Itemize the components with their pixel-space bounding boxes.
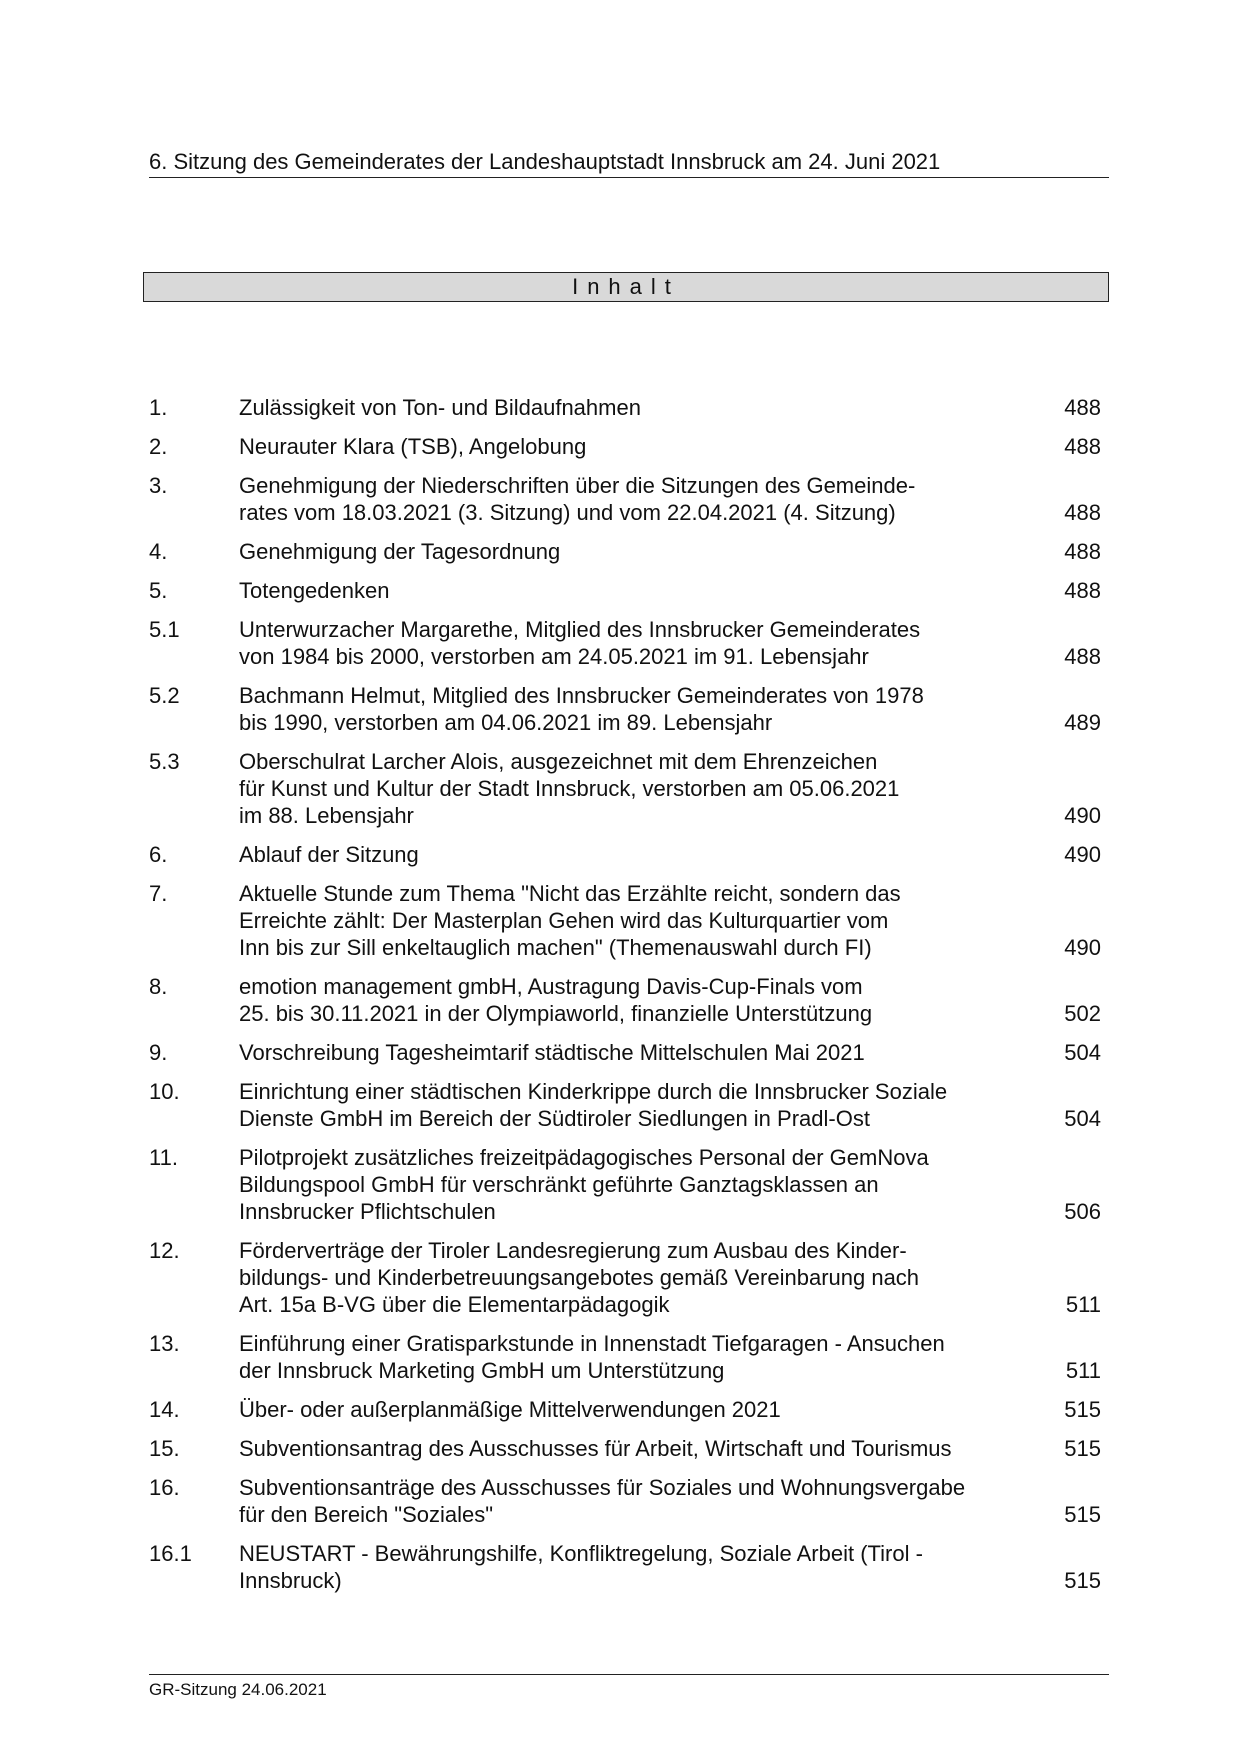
toc-entry-title-line: bildungs- und Kinderbetreuungsangebotes gemäß Vereinbarung nach [239, 1265, 920, 1290]
toc-entry-title [239, 1144, 1019, 1225]
toc-entry-page-number: 515 [1064, 1568, 1101, 1593]
toc-entry-number: 5. [149, 578, 168, 603]
toc-entry-page-number: 515 [1064, 1436, 1101, 1461]
toc-entry-page-number: 511 [1065, 1358, 1101, 1383]
toc-entry-title [239, 577, 1019, 604]
toc-entry-number: 5.2 [149, 683, 180, 708]
toc-entry-number: 13. [149, 1331, 180, 1356]
toc-entry-page-number: 488 [1064, 539, 1101, 564]
toc-entry-title [239, 1039, 1019, 1066]
toc-entry-number: 9. [149, 1040, 168, 1065]
page-footer: GR-Sitzung 24.06.2021 [149, 1674, 1109, 1701]
toc-entry [149, 841, 1101, 868]
toc-entry-number: 2. [149, 434, 168, 459]
toc-entry-title-line: emotion management gmbH, Austragung Davis-Cup-Finals vom [239, 974, 863, 999]
toc-entry-page-number: 504 [1064, 1040, 1101, 1065]
toc-entry-title-line: der Innsbruck Marketing GmbH um Unterstützung [239, 1358, 725, 1383]
toc-entry [149, 1078, 1101, 1132]
toc-entry-title-line: rates vom 18.03.2021 (3. Sitzung) und vom 22.04.2021 (4. Sitzung) [239, 500, 896, 525]
toc-entry-number: 5.1 [149, 617, 180, 642]
toc-entry-title [239, 538, 1019, 565]
toc-entry-number: 12. [149, 1238, 180, 1263]
toc-entry-title-line: Bildungspool GmbH für verschränkt geführte Ganztagsklassen an [239, 1172, 879, 1197]
toc-entry-title [239, 1078, 1019, 1132]
toc-entry-page-number: 502 [1064, 1001, 1101, 1026]
toc-entry-title [239, 472, 1019, 526]
toc-entry-title-line: Totengedenken [239, 578, 390, 603]
toc-entry [149, 682, 1101, 736]
toc-entry-title-line: Über- oder außerplanmäßige Mittelverwendungen 2021 [239, 1397, 781, 1422]
toc-entry-title-line: Bachmann Helmut, Mitglied des Innsbrucker Gemeinderates von 1978 [239, 683, 924, 708]
toc-entry [149, 1540, 1101, 1594]
toc-entry-title [239, 1540, 1019, 1594]
toc-entry-page-number: 511 [1065, 1292, 1101, 1317]
toc-entry-number: 11. [149, 1145, 178, 1170]
toc-entry [149, 880, 1101, 961]
toc-entry [149, 973, 1101, 1027]
table-of-contents [149, 394, 1101, 1606]
toc-entry-number: 6. [149, 842, 168, 867]
toc-entry-title-line: für Kunst und Kultur der Stadt Innsbruck, verstorben am 05.06.2021 [239, 776, 900, 801]
toc-entry-title-line: Unterwurzacher Margarethe, Mitglied des Innsbrucker Gemeinderates [239, 617, 921, 642]
toc-entry [149, 394, 1101, 421]
toc-entry-number: 14. [149, 1397, 180, 1422]
toc-entry [149, 748, 1101, 829]
toc-entry-number: 10. [149, 1079, 180, 1104]
toc-entry-number: 8. [149, 974, 168, 999]
toc-entry [149, 1144, 1101, 1225]
toc-entry-title [239, 682, 1019, 736]
toc-entry [149, 616, 1101, 670]
toc-entry [149, 538, 1101, 565]
toc-entry-page-number: 490 [1064, 935, 1101, 960]
toc-entry [149, 577, 1101, 604]
toc-entry [149, 1039, 1101, 1066]
toc-entry-title [239, 880, 1019, 961]
toc-entry [149, 433, 1101, 460]
toc-entry-title-line: 25. bis 30.11.2021 in der Olympiaworld, finanzielle Unterstützung [239, 1001, 873, 1026]
toc-entry-title-line: Zulässigkeit von Ton- und Bildaufnahmen [239, 395, 641, 420]
toc-entry-page-number: 515 [1064, 1502, 1101, 1527]
toc-entry-title-line: Innsbrucker Pflichtschulen [239, 1199, 496, 1224]
toc-entry-number: 7. [149, 881, 168, 906]
toc-entry-title-line: Ablauf der Sitzung [239, 842, 419, 867]
toc-entry-title-line: Subventionsantrag des Ausschusses für Arbeit, Wirtschaft und Tourismus [239, 1436, 952, 1461]
toc-entry-title-line: Oberschulrat Larcher Alois, ausgezeichnet mit dem Ehrenzeichen [239, 749, 878, 774]
page-header: 6. Sitzung des Gemeinderates der Landeshauptstadt Innsbruck am 24. Juni 2021 [149, 149, 1109, 178]
toc-entry-title [239, 616, 1019, 670]
toc-entry-title-line: für den Bereich "Soziales" [239, 1502, 494, 1527]
toc-entry-title [239, 1435, 1019, 1462]
toc-entry-title [239, 1237, 1019, 1318]
toc-entry-page-number: 488 [1064, 434, 1101, 459]
toc-entry-page-number: 515 [1064, 1397, 1101, 1422]
toc-entry-title-line: Vorschreibung Tagesheimtarif städtische Mittelschulen Mai 2021 [239, 1040, 865, 1065]
toc-entry-title-line: Neurauter Klara (TSB), Angelobung [239, 434, 587, 459]
toc-entry-number: 4. [149, 539, 168, 564]
toc-entry-page-number: 488 [1064, 395, 1101, 420]
toc-entry-title [239, 1330, 1019, 1384]
toc-entry-page-number: 488 [1064, 578, 1101, 603]
toc-entry-title [239, 433, 1019, 460]
toc-entry-title-line: von 1984 bis 2000, verstorben am 24.05.2021 im 91. Lebensjahr [239, 644, 869, 669]
toc-entry-number: 3. [149, 473, 168, 498]
toc-entry-title-line: im 88. Lebensjahr [239, 803, 414, 828]
toc-entry-number: 5.3 [149, 749, 180, 774]
toc-entry [149, 1330, 1101, 1384]
toc-entry-page-number: 504 [1064, 1106, 1101, 1131]
toc-entry-page-number: 488 [1064, 644, 1101, 669]
toc-entry-number: 15. [149, 1436, 180, 1461]
toc-entry-title-line: Erreichte zählt: Der Masterplan Gehen wird das Kulturquartier vom [239, 908, 889, 933]
toc-entry-title-line: Aktuelle Stunde zum Thema "Nicht das Erzählte reicht, sondern das [239, 881, 901, 906]
toc-entry-title-line: Pilotprojekt zusätzliches freizeitpädagogisches Personal der GemNova [239, 1145, 929, 1170]
toc-entry-title-line: NEUSTART - Bewährungshilfe, Konfliktregelung, Soziale Arbeit (Tirol - [239, 1541, 923, 1566]
toc-entry [149, 1396, 1101, 1423]
toc-entry-title-line: Einrichtung einer städtischen Kinderkrippe durch die Innsbrucker Soziale [239, 1079, 948, 1104]
toc-entry-title-line: Genehmigung der Tagesordnung [239, 539, 561, 564]
toc-entry-title [239, 973, 1019, 1027]
toc-entry-title-line: Art. 15a B-VG über die Elementarpädagogik [239, 1292, 670, 1317]
toc-entry-title [239, 748, 1019, 829]
toc-entry-number: 16.1 [149, 1541, 192, 1566]
toc-entry-title-line: Innsbruck) [239, 1568, 342, 1593]
section-title: Inhalt [143, 272, 1109, 302]
toc-entry-title-line: Inn bis zur Sill enkeltauglich machen" (Themenauswahl durch FI) [239, 935, 872, 960]
toc-entry-title-line: bis 1990, verstorben am 04.06.2021 im 89. Lebensjahr [239, 710, 773, 735]
toc-entry-number: 1. [149, 395, 168, 420]
toc-entry-page-number: 506 [1064, 1199, 1101, 1224]
toc-entry [149, 1237, 1101, 1318]
toc-entry-title-line: Genehmigung der Niederschriften über die Sitzungen des Gemeinde- [239, 473, 916, 498]
toc-entry-title-line: Subventionsanträge des Ausschusses für Soziales und Wohnungsvergabe [239, 1475, 966, 1500]
toc-entry-title [239, 394, 1019, 421]
toc-entry-page-number: 490 [1064, 803, 1101, 828]
toc-entry-title-line: Einführung einer Gratisparkstunde in Innenstadt Tiefgaragen - Ansuchen [239, 1331, 945, 1356]
toc-entry-title-line: Förderverträge der Tiroler Landesregierung zum Ausbau des Kinder- [239, 1238, 907, 1263]
toc-entry-title [239, 841, 1019, 868]
toc-entry-title [239, 1396, 1019, 1423]
toc-entry-title-line: Dienste GmbH im Bereich der Südtiroler Siedlungen in Pradl-Ost [239, 1106, 870, 1131]
toc-entry-page-number: 490 [1064, 842, 1101, 867]
toc-entry [149, 1474, 1101, 1528]
toc-entry [149, 1435, 1101, 1462]
toc-entry [149, 472, 1101, 526]
toc-entry-page-number: 489 [1064, 710, 1101, 735]
toc-entry-number: 16. [149, 1475, 180, 1500]
toc-entry-title [239, 1474, 1019, 1528]
toc-entry-page-number: 488 [1064, 500, 1101, 525]
